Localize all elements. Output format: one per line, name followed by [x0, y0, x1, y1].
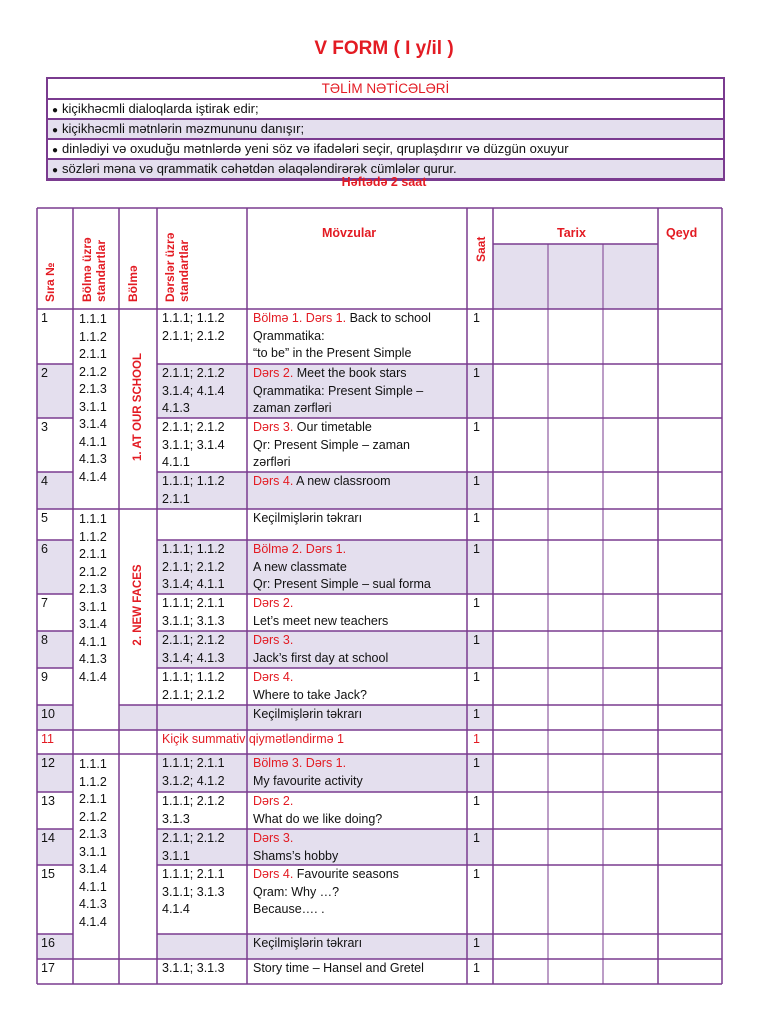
- unit-standards-list: 1.1.1 1.1.2 2.1.1 2.1.2 2.1.3 3.1.1 3.1.4 4.1.1 4.1.3 4.1.4: [79, 757, 107, 929]
- lesson-standards: 3.1.1; 3.1.3: [162, 961, 225, 975]
- lesson-title: A new classroom: [293, 474, 391, 488]
- header-saat: Saat: [474, 236, 488, 262]
- outcome-text: sözləri məna və qrammatik cəhətdən əlaqələndirərək cümlələr qurur.: [62, 161, 457, 176]
- header-qeyd: Qeyd: [666, 226, 698, 240]
- lesson-label: Bölmə 1. Dərs 1.: [253, 311, 347, 325]
- lesson-hours: 1: [473, 756, 480, 770]
- lesson-label: Dərs 4.: [253, 867, 294, 881]
- unit-standards-list: 1.1.1 1.1.2 2.1.1 2.1.2 2.1.3 3.1.1 3.1.4 4.1.1 4.1.3 4.1.4: [79, 312, 107, 484]
- header-sira: Sıra №: [43, 262, 57, 302]
- lesson-label: Dərs 4.: [253, 670, 294, 684]
- lesson-label: Dərs 2.: [253, 794, 294, 808]
- lesson-title: My favourite activity: [253, 773, 363, 788]
- lesson-standards: 1.1.1; 2.1.1 3.1.1; 3.1.3: [162, 596, 225, 628]
- lesson-label: Dərs 3.: [253, 420, 294, 434]
- lesson-topic: [253, 935, 362, 953]
- lesson-standards: 1.1.1; 1.1.2 2.1.1; 2.1.2: [162, 311, 225, 343]
- unit-label: 1. AT OUR SCHOOL: [132, 353, 144, 461]
- lesson-topic: [253, 830, 338, 865]
- lesson-title: What do we like doing?: [253, 811, 383, 826]
- header-bolme-standards: Bölmə üzrə standartlar: [80, 237, 108, 302]
- row-number: 11: [41, 732, 54, 746]
- lesson-title: Back to school Qrammatika: “to be” in the Present Simple: [253, 311, 431, 360]
- lesson-standards: 2.1.1; 2.1.2 3.1.1; 3.1.4 4.1.1: [162, 420, 225, 469]
- lesson-hours: 1: [473, 794, 480, 808]
- outcome-text: kiçikhəcmli mətnlərin məzmununu danışır;: [62, 121, 305, 136]
- lesson-title: Story time – Hansel and Gretel: [253, 961, 424, 975]
- lesson-title: Keçilmişlərin təkrarı: [253, 936, 363, 950]
- lesson-standards: 1.1.1; 1.1.2 2.1.1: [162, 474, 225, 506]
- lesson-hours: 1: [473, 961, 480, 975]
- lesson-label: Dərs 3.: [253, 633, 294, 647]
- bullet-icon: ●: [52, 125, 59, 136]
- lesson-topic: [253, 669, 367, 704]
- lesson-topic: [253, 595, 388, 630]
- lesson-standards: 1.1.1; 1.1.2 2.1.1; 2.1.2 3.1.4; 4.1.1: [162, 542, 225, 591]
- lesson-title: Shams’s hobby: [253, 848, 339, 863]
- lesson-hours: 1: [473, 474, 480, 488]
- row-number: 14: [41, 831, 55, 845]
- page-title: V FORM ( I y/il ): [314, 38, 454, 59]
- header-ders-standards: Dərslər üzrə standartlar: [163, 232, 191, 302]
- lesson-title: Our timetable Qr: Present Simple – zaman zərfləri: [253, 420, 411, 469]
- tarix-subheader-shade: [493, 244, 658, 309]
- header-movzular: Mövzular: [322, 226, 377, 240]
- lesson-standards: 2.1.1; 2.1.2 3.1.4; 4.1.3: [162, 633, 225, 665]
- lesson-topic: [253, 510, 362, 528]
- lesson-title: Let’s meet new teachers: [253, 613, 389, 628]
- lesson-topic: [253, 706, 362, 724]
- lesson-topic: [253, 866, 399, 919]
- learning-outcomes-header: TƏLİM NƏTİCƏLƏRİ: [48, 79, 723, 100]
- lesson-hours: 1: [473, 670, 480, 684]
- lesson-standards: 2.1.1; 2.1.2 3.1.1: [162, 831, 225, 863]
- lesson-hours: 1: [473, 596, 480, 610]
- row-number: 3: [41, 420, 48, 434]
- lesson-topic: [253, 755, 363, 790]
- lesson-title: Where to take Jack?: [253, 687, 367, 702]
- row-number: 2: [41, 366, 48, 380]
- outcome-text: kiçikhəcmli dialoqlarda iştirak edir;: [62, 101, 259, 116]
- lesson-hours: 1: [473, 732, 480, 746]
- lesson-topic: [253, 793, 382, 828]
- row-number: 16: [41, 936, 55, 950]
- lesson-standards: 1.1.1; 1.1.2 2.1.1; 2.1.2: [162, 670, 225, 702]
- row-number: 7: [41, 596, 48, 610]
- lesson-hours: 1: [473, 867, 480, 881]
- row-number: 5: [41, 511, 48, 525]
- row-number: 10: [41, 707, 55, 721]
- row-number: 9: [41, 670, 48, 684]
- lesson-hours: 1: [473, 542, 480, 556]
- header-tarix: Tarix: [557, 226, 586, 240]
- lesson-label: Bölmə 3. Dərs 1.: [253, 756, 347, 770]
- lesson-hours: 1: [473, 936, 480, 950]
- lesson-hours: 1: [473, 831, 480, 845]
- lesson-topic: [253, 310, 431, 363]
- row-number: 17: [41, 961, 55, 975]
- lesson-title: Favourite seasons Qram: Why …? Because…. .: [253, 867, 399, 916]
- row-number: 15: [41, 867, 55, 881]
- lesson-label: Dərs 3.: [253, 831, 294, 845]
- lesson-hours: 1: [473, 633, 480, 647]
- lesson-standards: 1.1.1; 2.1.1 3.1.1; 3.1.3 4.1.4: [162, 867, 225, 916]
- lesson-topic: [253, 541, 431, 594]
- lesson-label: Dərs 4.: [253, 474, 294, 488]
- row-number: 13: [41, 794, 55, 808]
- outcome-text: dinlədiyi və oxuduğu mətnlərdə yeni söz və ifadələri seçir, qruplaşdırır və düzgün oxuyur: [62, 141, 569, 156]
- lesson-title: Keçilmişlərin təkrarı: [253, 511, 363, 525]
- header-bolme: Bölmə: [126, 265, 140, 302]
- lesson-hours: 1: [473, 707, 480, 721]
- lesson-topic: [162, 731, 344, 749]
- lesson-topic: [253, 473, 391, 491]
- lesson-title: Meet the book stars Qrammatika: Present Simple – zaman zərfləri: [253, 366, 424, 415]
- lesson-topic: [253, 419, 410, 472]
- lesson-topic: [253, 632, 388, 667]
- lesson-hours: 1: [473, 366, 480, 380]
- lesson-hours: 1: [473, 511, 480, 525]
- lesson-topic: [253, 960, 424, 978]
- lesson-label: Dərs 2.: [253, 596, 294, 610]
- row-shade: [119, 705, 157, 730]
- bullet-icon: ●: [52, 105, 59, 116]
- row-number: 12: [41, 756, 55, 770]
- row-number: 8: [41, 633, 48, 647]
- lesson-topic: [253, 365, 423, 418]
- lesson-standards: 1.1.1; 2.1.1 3.1.2; 4.1.2: [162, 756, 225, 788]
- bullet-icon: ●: [52, 145, 59, 156]
- unit-standards-list: 1.1.1 1.1.2 2.1.1 2.1.2 2.1.3 3.1.1 3.1.4 4.1.1 4.1.3 4.1.4: [79, 512, 107, 684]
- lesson-label: Dərs 2.: [253, 366, 294, 380]
- weekly-hours: Həftədə 2 saat: [341, 175, 427, 189]
- row-number: 1: [41, 311, 48, 325]
- row-number: 6: [41, 542, 48, 556]
- lesson-standards: 1.1.1; 2.1.2 3.1.3: [162, 794, 225, 826]
- lesson-standards: 2.1.1; 2.1.2 3.1.4; 4.1.4 4.1.3: [162, 366, 225, 415]
- lesson-label: Kiçik summativ qiymətləndirmə 1: [162, 732, 344, 746]
- unit-label: 2. NEW FACES: [132, 564, 144, 646]
- bullet-icon: ●: [52, 165, 59, 176]
- lesson-hours: 1: [473, 311, 480, 325]
- lesson-title: A new classmate Qr: Present Simple – sual forma: [253, 559, 431, 591]
- lesson-title: Keçilmişlərin təkrarı: [253, 707, 363, 721]
- lesson-label: Bölmə 2. Dərs 1.: [253, 542, 347, 556]
- lesson-title: Jack’s first day at school: [253, 650, 389, 665]
- lesson-hours: 1: [473, 420, 480, 434]
- row-number: 4: [41, 474, 48, 488]
